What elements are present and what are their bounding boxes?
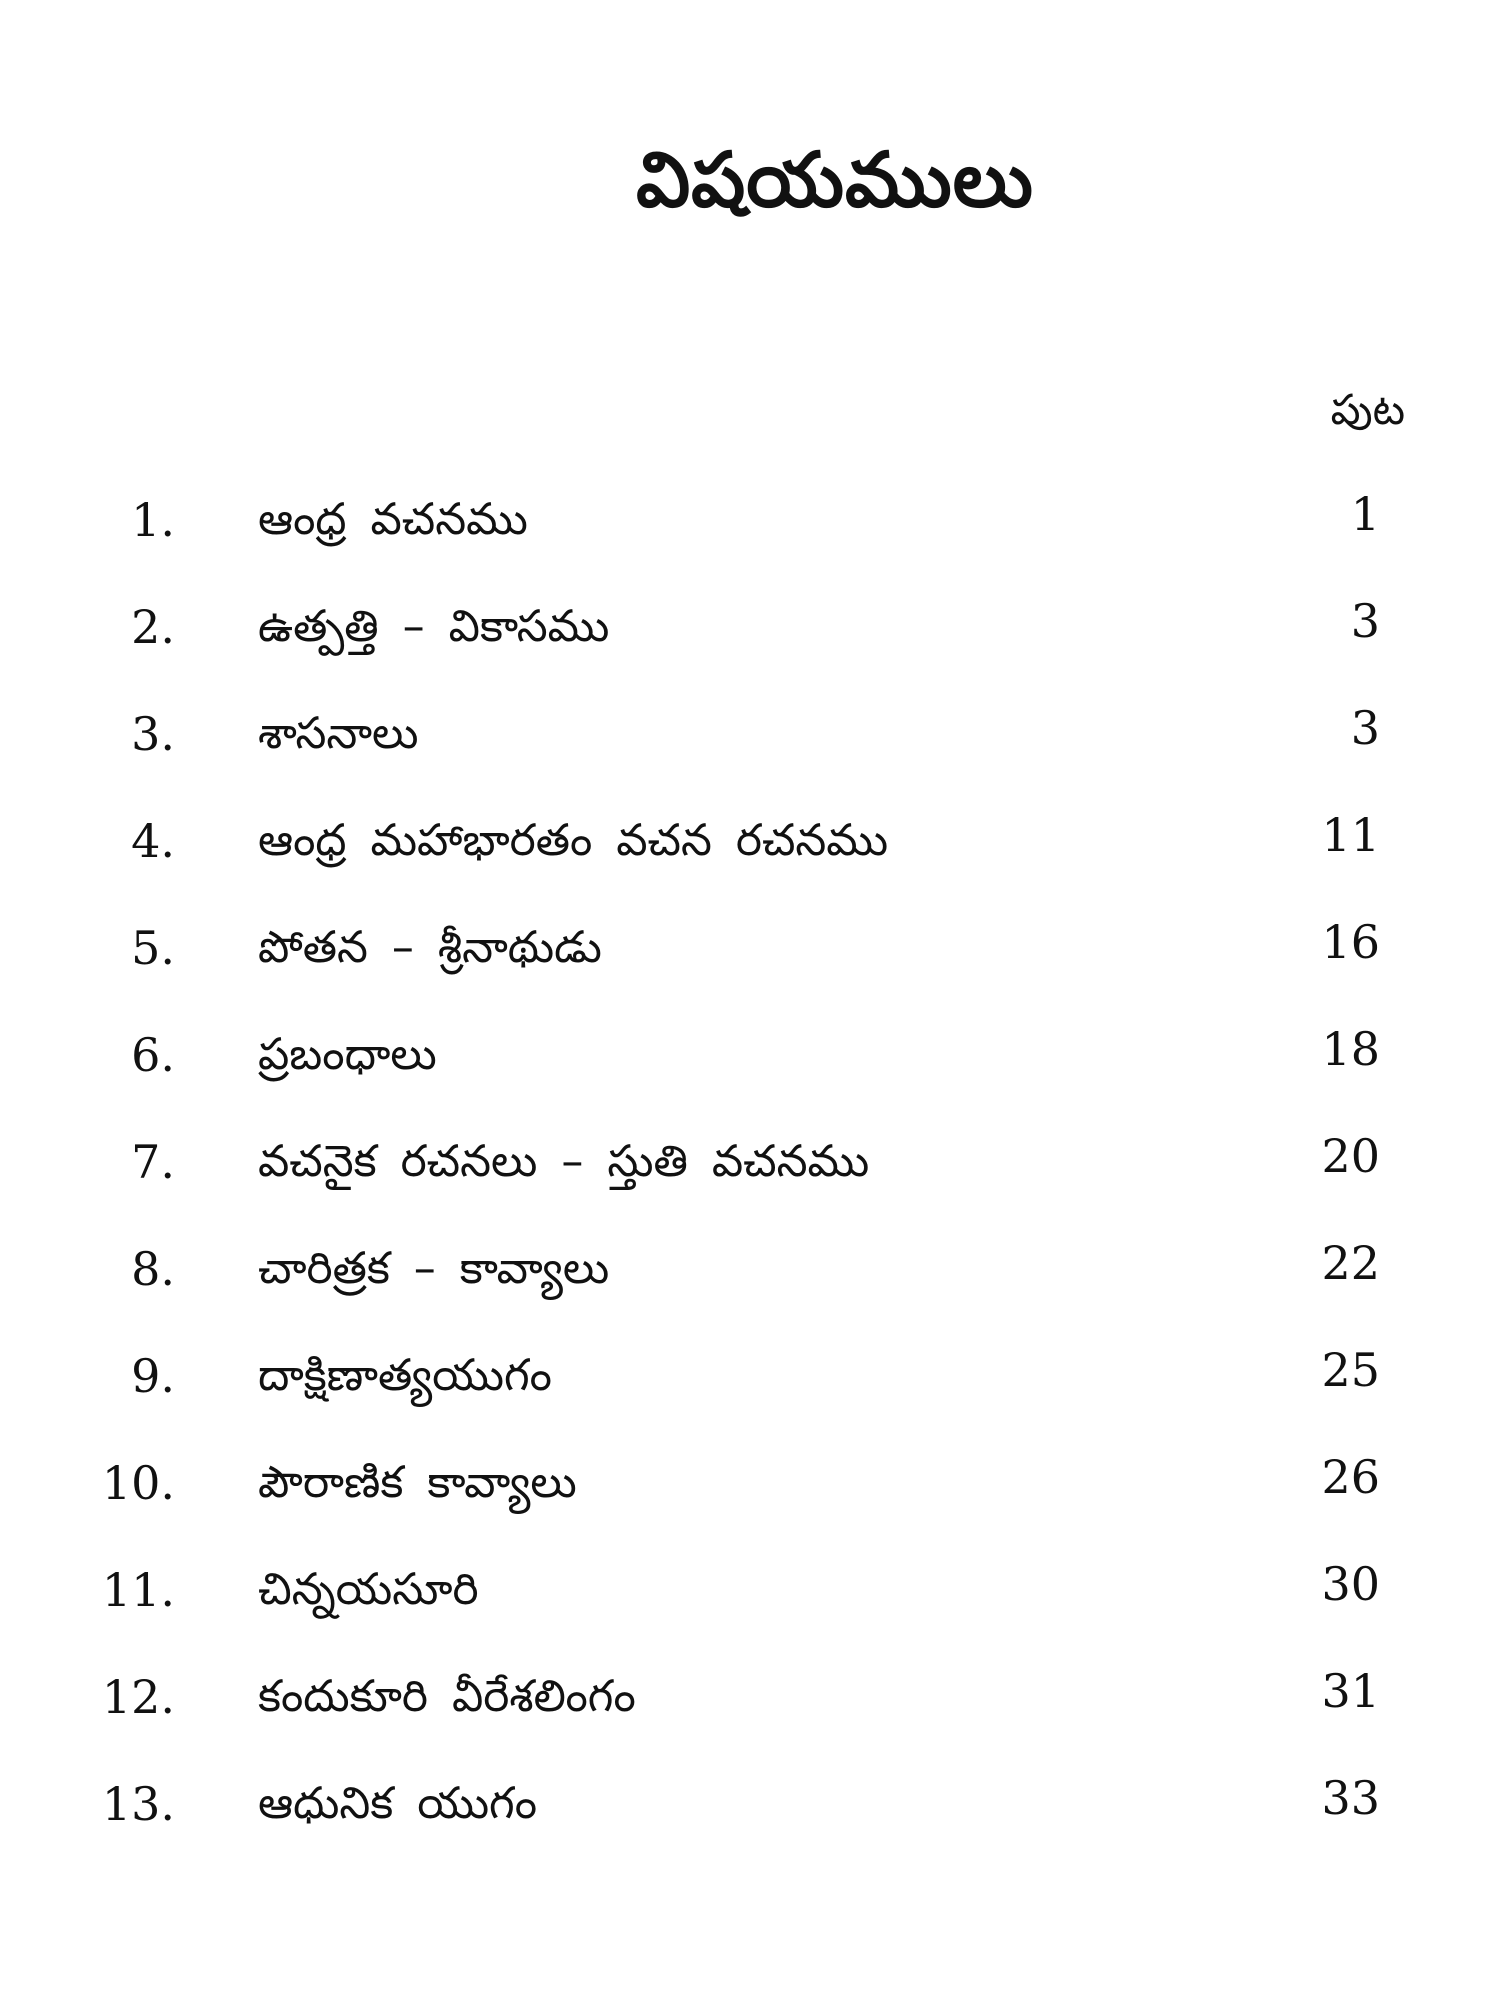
toc-entry xyxy=(0,592,1500,699)
toc-entry-title: చిన్నయసూరి xyxy=(258,1564,479,1615)
toc-entry-title: ప్రబంధాలు xyxy=(258,1029,437,1080)
toc-entry xyxy=(0,1020,1500,1127)
toc-entry-page: 16 xyxy=(1321,915,1380,969)
toc-entry-number: 10. xyxy=(101,1456,175,1510)
toc-entry-page: 11 xyxy=(1321,808,1380,862)
toc-entry-page: 31 xyxy=(1321,1664,1380,1718)
toc-entry-number: 5. xyxy=(131,921,175,975)
toc-entry-page: 20 xyxy=(1321,1129,1380,1183)
toc-entry-title: ఆధునిక యుగం xyxy=(258,1778,538,1829)
page-column-label: పుట xyxy=(1330,385,1405,434)
toc-entry-title: వచనైక రచనలు – స్తుతి వచనము xyxy=(258,1136,870,1187)
toc-entry-number: 13. xyxy=(101,1777,175,1831)
toc-entry-title: ఆంధ్ర మహాభారతం వచన రచనము xyxy=(258,815,889,866)
toc-entry-page: 22 xyxy=(1321,1236,1380,1290)
toc-entry-title: చారిత్రక – కావ్యాలు xyxy=(258,1243,610,1294)
page-title: విషయములు xyxy=(636,135,1034,224)
toc-entry xyxy=(0,913,1500,1020)
toc-entry-number: 1. xyxy=(131,493,175,547)
toc-entry-number: 3. xyxy=(131,707,175,761)
toc-entry-page: 30 xyxy=(1321,1557,1380,1611)
toc-entry-number: 12. xyxy=(101,1670,175,1724)
toc-entry-page: 3 xyxy=(1350,701,1380,755)
toc-entry-title: ఉత్పత్తి – వికాసము xyxy=(258,601,610,652)
toc-entry-page: 26 xyxy=(1321,1450,1380,1504)
toc-entry xyxy=(0,1448,1500,1555)
toc-entry xyxy=(0,1127,1500,1234)
toc-entry-title: పోతన – శ్రీనాథుడు xyxy=(258,922,602,973)
toc-entry-number: 6. xyxy=(131,1028,175,1082)
toc-entry xyxy=(0,485,1500,592)
toc-entry-title: కందుకూరి వీరేశలింగం xyxy=(258,1671,636,1722)
toc-entry-page: 1 xyxy=(1350,487,1380,541)
toc-entry-title: పౌరాణిక కావ్యాలు xyxy=(258,1457,577,1508)
toc-entry-number: 2. xyxy=(131,600,175,654)
toc-entry-number: 7. xyxy=(131,1135,175,1189)
toc-entry-title: శాసనాలు xyxy=(258,708,419,759)
table-of-contents xyxy=(0,485,1500,1876)
toc-entry xyxy=(0,1662,1500,1769)
toc-entry xyxy=(0,1341,1500,1448)
toc-entry-number: 8. xyxy=(131,1242,175,1296)
toc-entry xyxy=(0,1555,1500,1662)
toc-entry-page: 25 xyxy=(1321,1343,1380,1397)
toc-entry xyxy=(0,699,1500,806)
toc-entry xyxy=(0,1769,1500,1876)
toc-entry-title: ఆంధ్ర వచనము xyxy=(258,494,528,545)
toc-entry-page: 3 xyxy=(1350,594,1380,648)
toc-entry-page: 18 xyxy=(1321,1022,1380,1076)
toc-entry-number: 11. xyxy=(101,1563,175,1617)
toc-entry-title: దాక్షిణాత్యయుగం xyxy=(258,1350,552,1401)
toc-entry xyxy=(0,1234,1500,1341)
toc-entry xyxy=(0,806,1500,913)
toc-entry-number: 4. xyxy=(131,814,175,868)
toc-entry-page: 33 xyxy=(1321,1771,1380,1825)
toc-entry-number: 9. xyxy=(131,1349,175,1403)
